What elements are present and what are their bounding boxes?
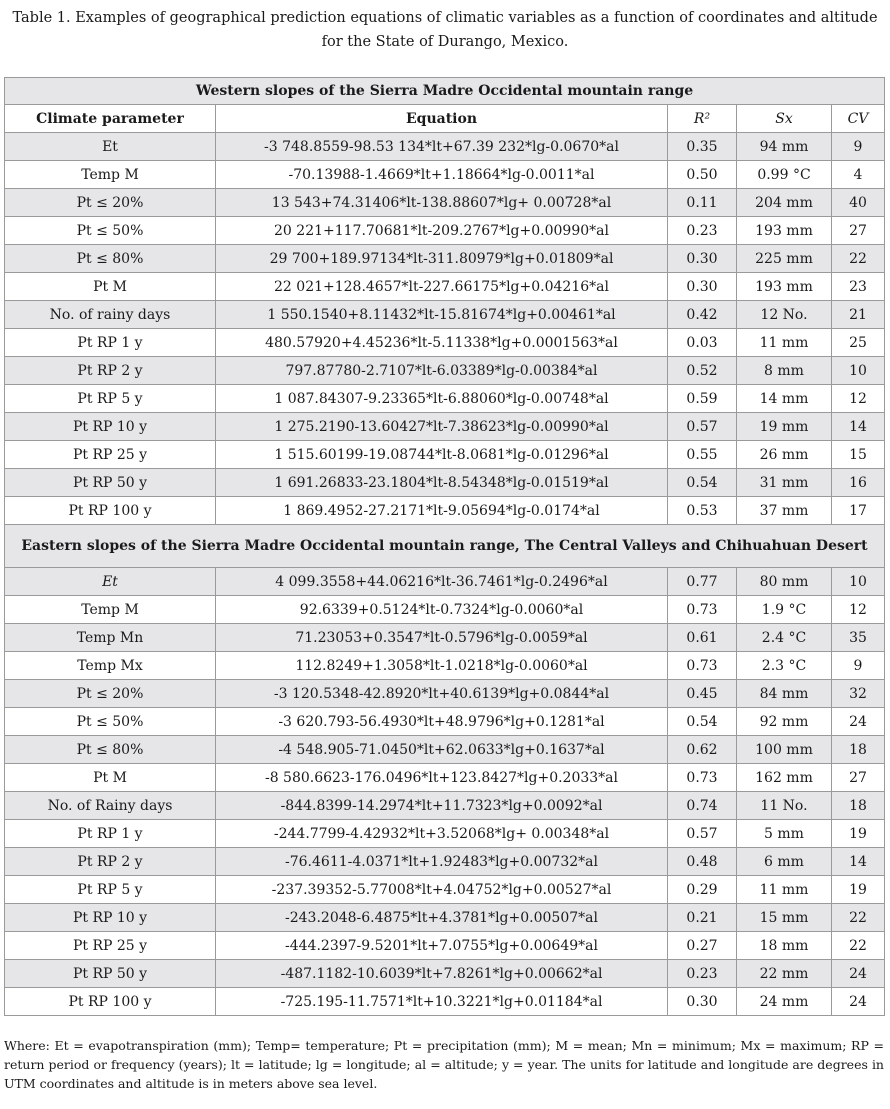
cell-parameter: Et xyxy=(5,568,216,596)
cell-r-squared: 0.54 xyxy=(668,469,737,497)
cell-equation: -3 620.793-56.4930*lt+48.9796*lg+0.1281*al xyxy=(216,708,668,736)
cell-sx: 100 mm xyxy=(737,736,832,764)
cell-equation: 1 869.4952-27.2171*lt-9.05694*lg-0.0174*al xyxy=(216,497,668,525)
table-row xyxy=(5,708,885,736)
cell-equation: 1 087.84307-9.23365*lt-6.88060*lg-0.00748*al xyxy=(216,385,668,413)
cell-sx: 193 mm xyxy=(737,273,832,301)
cell-cv: 24 xyxy=(832,988,885,1016)
cell-equation: 1 691.26833-23.1804*lt-8.54348*lg-0.01519*al xyxy=(216,469,668,497)
cell-equation: -243.2048-6.4875*lt+4.3781*lg+0.00507*al xyxy=(216,904,668,932)
cell-r-squared: 0.30 xyxy=(668,273,737,301)
cell-parameter: Pt ≤ 20% xyxy=(5,680,216,708)
table-row xyxy=(5,273,885,301)
cell-cv: 4 xyxy=(832,161,885,189)
cell-r-squared: 0.54 xyxy=(668,708,737,736)
cell-sx: 11 mm xyxy=(737,876,832,904)
cell-parameter: Pt RP 5 y xyxy=(5,385,216,413)
cell-equation: -3 748.8559-98.53 134*lt+67.39 232*lg-0.0670*al xyxy=(216,133,668,161)
cell-sx: 80 mm xyxy=(737,568,832,596)
section-header-row xyxy=(5,78,885,105)
cell-sx: 11 mm xyxy=(737,329,832,357)
header-climate-parameter: Climate parameter xyxy=(5,105,216,133)
cell-equation: -444.2397-9.5201*lt+7.0755*lg+0.00649*al xyxy=(216,932,668,960)
cell-sx: 162 mm xyxy=(737,764,832,792)
cell-parameter: Pt RP 50 y xyxy=(5,960,216,988)
cell-r-squared: 0.53 xyxy=(668,497,737,525)
cell-parameter: Pt RP 5 y xyxy=(5,876,216,904)
cell-cv: 32 xyxy=(832,680,885,708)
cell-cv: 14 xyxy=(832,413,885,441)
header-cv: CV xyxy=(832,105,885,133)
cell-sx: 92 mm xyxy=(737,708,832,736)
table-row xyxy=(5,189,885,217)
cell-cv: 9 xyxy=(832,652,885,680)
table-row xyxy=(5,652,885,680)
cell-sx: 26 mm xyxy=(737,441,832,469)
cell-equation: 1 515.60199-19.08744*lt-8.0681*lg-0.01296*al xyxy=(216,441,668,469)
cell-sx: 2.4 °C xyxy=(737,624,832,652)
cell-r-squared: 0.45 xyxy=(668,680,737,708)
cell-cv: 23 xyxy=(832,273,885,301)
table-row xyxy=(5,624,885,652)
section-title: Western slopes of the Sierra Madre Occidental mountain range xyxy=(5,78,885,105)
cell-parameter: No. of Rainy days xyxy=(5,792,216,820)
cell-cv: 18 xyxy=(832,736,885,764)
cell-cv: 22 xyxy=(832,245,885,273)
cell-sx: 18 mm xyxy=(737,932,832,960)
table-row xyxy=(5,161,885,189)
cell-cv: 16 xyxy=(832,469,885,497)
header-equation: Equation xyxy=(216,105,668,133)
cell-r-squared: 0.77 xyxy=(668,568,737,596)
cell-sx: 24 mm xyxy=(737,988,832,1016)
section-title: Eastern slopes of the Sierra Madre Occidental mountain range, The Central Valleys and Chihuahuan Desert xyxy=(5,525,885,568)
cell-cv: 12 xyxy=(832,385,885,413)
cell-sx: 193 mm xyxy=(737,217,832,245)
cell-sx: 8 mm xyxy=(737,357,832,385)
cell-parameter: Pt RP 50 y xyxy=(5,469,216,497)
cell-r-squared: 0.57 xyxy=(668,413,737,441)
cell-r-squared: 0.55 xyxy=(668,441,737,469)
cell-equation: 20 221+117.70681*lt-209.2767*lg+0.00990*al xyxy=(216,217,668,245)
cell-cv: 24 xyxy=(832,708,885,736)
cell-parameter: Pt RP 100 y xyxy=(5,497,216,525)
column-header-row xyxy=(5,105,885,133)
cell-sx: 37 mm xyxy=(737,497,832,525)
table-row xyxy=(5,820,885,848)
cell-equation: 13 543+74.31406*lt-138.88607*lg+ 0.00728*al xyxy=(216,189,668,217)
cell-parameter: Pt RP 25 y xyxy=(5,441,216,469)
cell-cv: 22 xyxy=(832,932,885,960)
cell-parameter: Pt ≤ 50% xyxy=(5,708,216,736)
cell-parameter: Pt ≤ 80% xyxy=(5,736,216,764)
cell-parameter: Pt RP 2 y xyxy=(5,848,216,876)
cell-parameter: Pt RP 25 y xyxy=(5,932,216,960)
cell-equation: 1 550.1540+8.11432*lt-15.81674*lg+0.00461*al xyxy=(216,301,668,329)
cell-r-squared: 0.35 xyxy=(668,133,737,161)
cell-sx: 19 mm xyxy=(737,413,832,441)
cell-r-squared: 0.42 xyxy=(668,301,737,329)
cell-cv: 12 xyxy=(832,596,885,624)
cell-parameter: Temp Mn xyxy=(5,624,216,652)
cell-r-squared: 0.50 xyxy=(668,161,737,189)
cell-sx: 6 mm xyxy=(737,848,832,876)
cell-equation: -76.4611-4.0371*lt+1.92483*lg+0.00732*al xyxy=(216,848,668,876)
cell-sx: 15 mm xyxy=(737,904,832,932)
cell-equation: 1 275.2190-13.60427*lt-7.38623*lg-0.00990*al xyxy=(216,413,668,441)
cell-equation: 92.6339+0.5124*lt-0.7324*lg-0.0060*al xyxy=(216,596,668,624)
cell-sx: 31 mm xyxy=(737,469,832,497)
table-row xyxy=(5,792,885,820)
cell-sx: 22 mm xyxy=(737,960,832,988)
cell-equation: -487.1182-10.6039*lt+7.8261*lg+0.00662*al xyxy=(216,960,668,988)
cell-parameter: Pt ≤ 20% xyxy=(5,189,216,217)
cell-r-squared: 0.59 xyxy=(668,385,737,413)
cell-r-squared: 0.62 xyxy=(668,736,737,764)
table-row xyxy=(5,301,885,329)
header-r-squared: R² xyxy=(668,105,737,133)
cell-parameter: Pt RP 2 y xyxy=(5,357,216,385)
cell-r-squared: 0.73 xyxy=(668,652,737,680)
cell-cv: 17 xyxy=(832,497,885,525)
cell-parameter: Pt M xyxy=(5,273,216,301)
table-row xyxy=(5,904,885,932)
table-row xyxy=(5,680,885,708)
cell-equation: -3 120.5348-42.8920*lt+40.6139*lg+0.0844*al xyxy=(216,680,668,708)
header-sx: Sx xyxy=(737,105,832,133)
cell-r-squared: 0.61 xyxy=(668,624,737,652)
table-row xyxy=(5,329,885,357)
cell-cv: 27 xyxy=(832,764,885,792)
cell-sx: 12 No. xyxy=(737,301,832,329)
cell-parameter: No. of rainy days xyxy=(5,301,216,329)
table-caption: Table 1. Examples of geographical prediction equations of climatic variables as a function of coordinates and altitude for the State of Durango, Mexico. xyxy=(12,10,878,50)
cell-cv: 24 xyxy=(832,960,885,988)
cell-cv: 22 xyxy=(832,904,885,932)
cell-cv: 19 xyxy=(832,876,885,904)
cell-sx: 0.99 °C xyxy=(737,161,832,189)
cell-r-squared: 0.57 xyxy=(668,820,737,848)
cell-sx: 5 mm xyxy=(737,820,832,848)
cell-parameter: Pt M xyxy=(5,764,216,792)
cell-r-squared: 0.48 xyxy=(668,848,737,876)
cell-equation: 112.8249+1.3058*lt-1.0218*lg-0.0060*al xyxy=(216,652,668,680)
table-row xyxy=(5,441,885,469)
table-row xyxy=(5,413,885,441)
cell-parameter: Pt RP 10 y xyxy=(5,904,216,932)
table-row xyxy=(5,357,885,385)
cell-cv: 14 xyxy=(832,848,885,876)
cell-sx: 84 mm xyxy=(737,680,832,708)
cell-r-squared: 0.29 xyxy=(668,876,737,904)
cell-sx: 1.9 °C xyxy=(737,596,832,624)
cell-equation: 29 700+189.97134*lt-311.80979*lg+0.01809*al xyxy=(216,245,668,273)
cell-r-squared: 0.74 xyxy=(668,792,737,820)
table-row xyxy=(5,245,885,273)
cell-equation: -4 548.905-71.0450*lt+62.0633*lg+0.1637*al xyxy=(216,736,668,764)
cell-cv: 40 xyxy=(832,189,885,217)
cell-parameter: Pt RP 10 y xyxy=(5,413,216,441)
cell-r-squared: 0.73 xyxy=(668,764,737,792)
cell-parameter: Pt RP 1 y xyxy=(5,820,216,848)
table-row xyxy=(5,988,885,1016)
cell-equation: 480.57920+4.45236*lt-5.11338*lg+0.0001563*al xyxy=(216,329,668,357)
cell-r-squared: 0.27 xyxy=(668,932,737,960)
cell-parameter: Pt ≤ 50% xyxy=(5,217,216,245)
cell-equation: -844.8399-14.2974*lt+11.7323*lg+0.0092*al xyxy=(216,792,668,820)
cell-equation: -70.13988-1.4669*lt+1.18664*lg-0.0011*al xyxy=(216,161,668,189)
table-row xyxy=(5,876,885,904)
cell-cv: 21 xyxy=(832,301,885,329)
cell-cv: 19 xyxy=(832,820,885,848)
cell-r-squared: 0.30 xyxy=(668,988,737,1016)
cell-cv: 18 xyxy=(832,792,885,820)
cell-r-squared: 0.73 xyxy=(668,596,737,624)
table-row xyxy=(5,596,885,624)
cell-equation: 797.87780-2.7107*lt-6.03389*lg-0.00384*al xyxy=(216,357,668,385)
cell-equation: 71.23053+0.3547*lt-0.5796*lg-0.0059*al xyxy=(216,624,668,652)
cell-parameter: Pt RP 1 y xyxy=(5,329,216,357)
cell-equation: -244.7799-4.42932*lt+3.52068*lg+ 0.00348*al xyxy=(216,820,668,848)
cell-parameter: Temp Mx xyxy=(5,652,216,680)
cell-r-squared: 0.23 xyxy=(668,960,737,988)
climate-equations-table xyxy=(4,77,885,1016)
cell-cv: 35 xyxy=(832,624,885,652)
cell-cv: 10 xyxy=(832,568,885,596)
cell-cv: 10 xyxy=(832,357,885,385)
cell-parameter: Temp M xyxy=(5,596,216,624)
cell-r-squared: 0.21 xyxy=(668,904,737,932)
table-row xyxy=(5,568,885,596)
cell-sx: 204 mm xyxy=(737,189,832,217)
cell-equation: -725.195-11.7571*lt+10.3221*lg+0.01184*al xyxy=(216,988,668,1016)
cell-sx: 225 mm xyxy=(737,245,832,273)
table-footnote: Where: Et = evapotranspiration (mm); Temp= temperature; Pt = precipitation (mm); M = mean; Mn = minimum; Mx = maximum; RP = return period or frequency (years); lt = latitude; lg = longitude; al = altitude; y = year. The units for latitude and longitude are degrees in UTM coordinates and altitude is in meters above sea level. xyxy=(4,1038,884,1091)
cell-cv: 9 xyxy=(832,133,885,161)
table-row xyxy=(5,469,885,497)
table-row xyxy=(5,932,885,960)
cell-sx: 94 mm xyxy=(737,133,832,161)
cell-equation: 22 021+128.4657*lt-227.66175*lg+0.04216*al xyxy=(216,273,668,301)
cell-parameter: Temp M xyxy=(5,161,216,189)
cell-cv: 15 xyxy=(832,441,885,469)
cell-parameter: Et xyxy=(5,133,216,161)
table-row xyxy=(5,960,885,988)
table-row xyxy=(5,217,885,245)
cell-parameter: Pt ≤ 80% xyxy=(5,245,216,273)
table-row xyxy=(5,764,885,792)
cell-cv: 27 xyxy=(832,217,885,245)
cell-equation: -8 580.6623-176.0496*lt+123.8427*lg+0.2033*al xyxy=(216,764,668,792)
cell-parameter: Pt RP 100 y xyxy=(5,988,216,1016)
cell-equation: 4 099.3558+44.06216*lt-36.7461*lg-0.2496*al xyxy=(216,568,668,596)
cell-r-squared: 0.11 xyxy=(668,189,737,217)
cell-sx: 11 No. xyxy=(737,792,832,820)
cell-r-squared: 0.23 xyxy=(668,217,737,245)
table-row xyxy=(5,848,885,876)
table-row xyxy=(5,497,885,525)
cell-r-squared: 0.30 xyxy=(668,245,737,273)
table-row xyxy=(5,736,885,764)
table-row xyxy=(5,133,885,161)
cell-cv: 25 xyxy=(832,329,885,357)
section-header-row xyxy=(5,525,885,568)
cell-r-squared: 0.52 xyxy=(668,357,737,385)
cell-sx: 14 mm xyxy=(737,385,832,413)
table-row xyxy=(5,385,885,413)
cell-sx: 2.3 °C xyxy=(737,652,832,680)
cell-r-squared: 0.03 xyxy=(668,329,737,357)
cell-equation: -237.39352-5.77008*lt+4.04752*lg+0.00527*al xyxy=(216,876,668,904)
